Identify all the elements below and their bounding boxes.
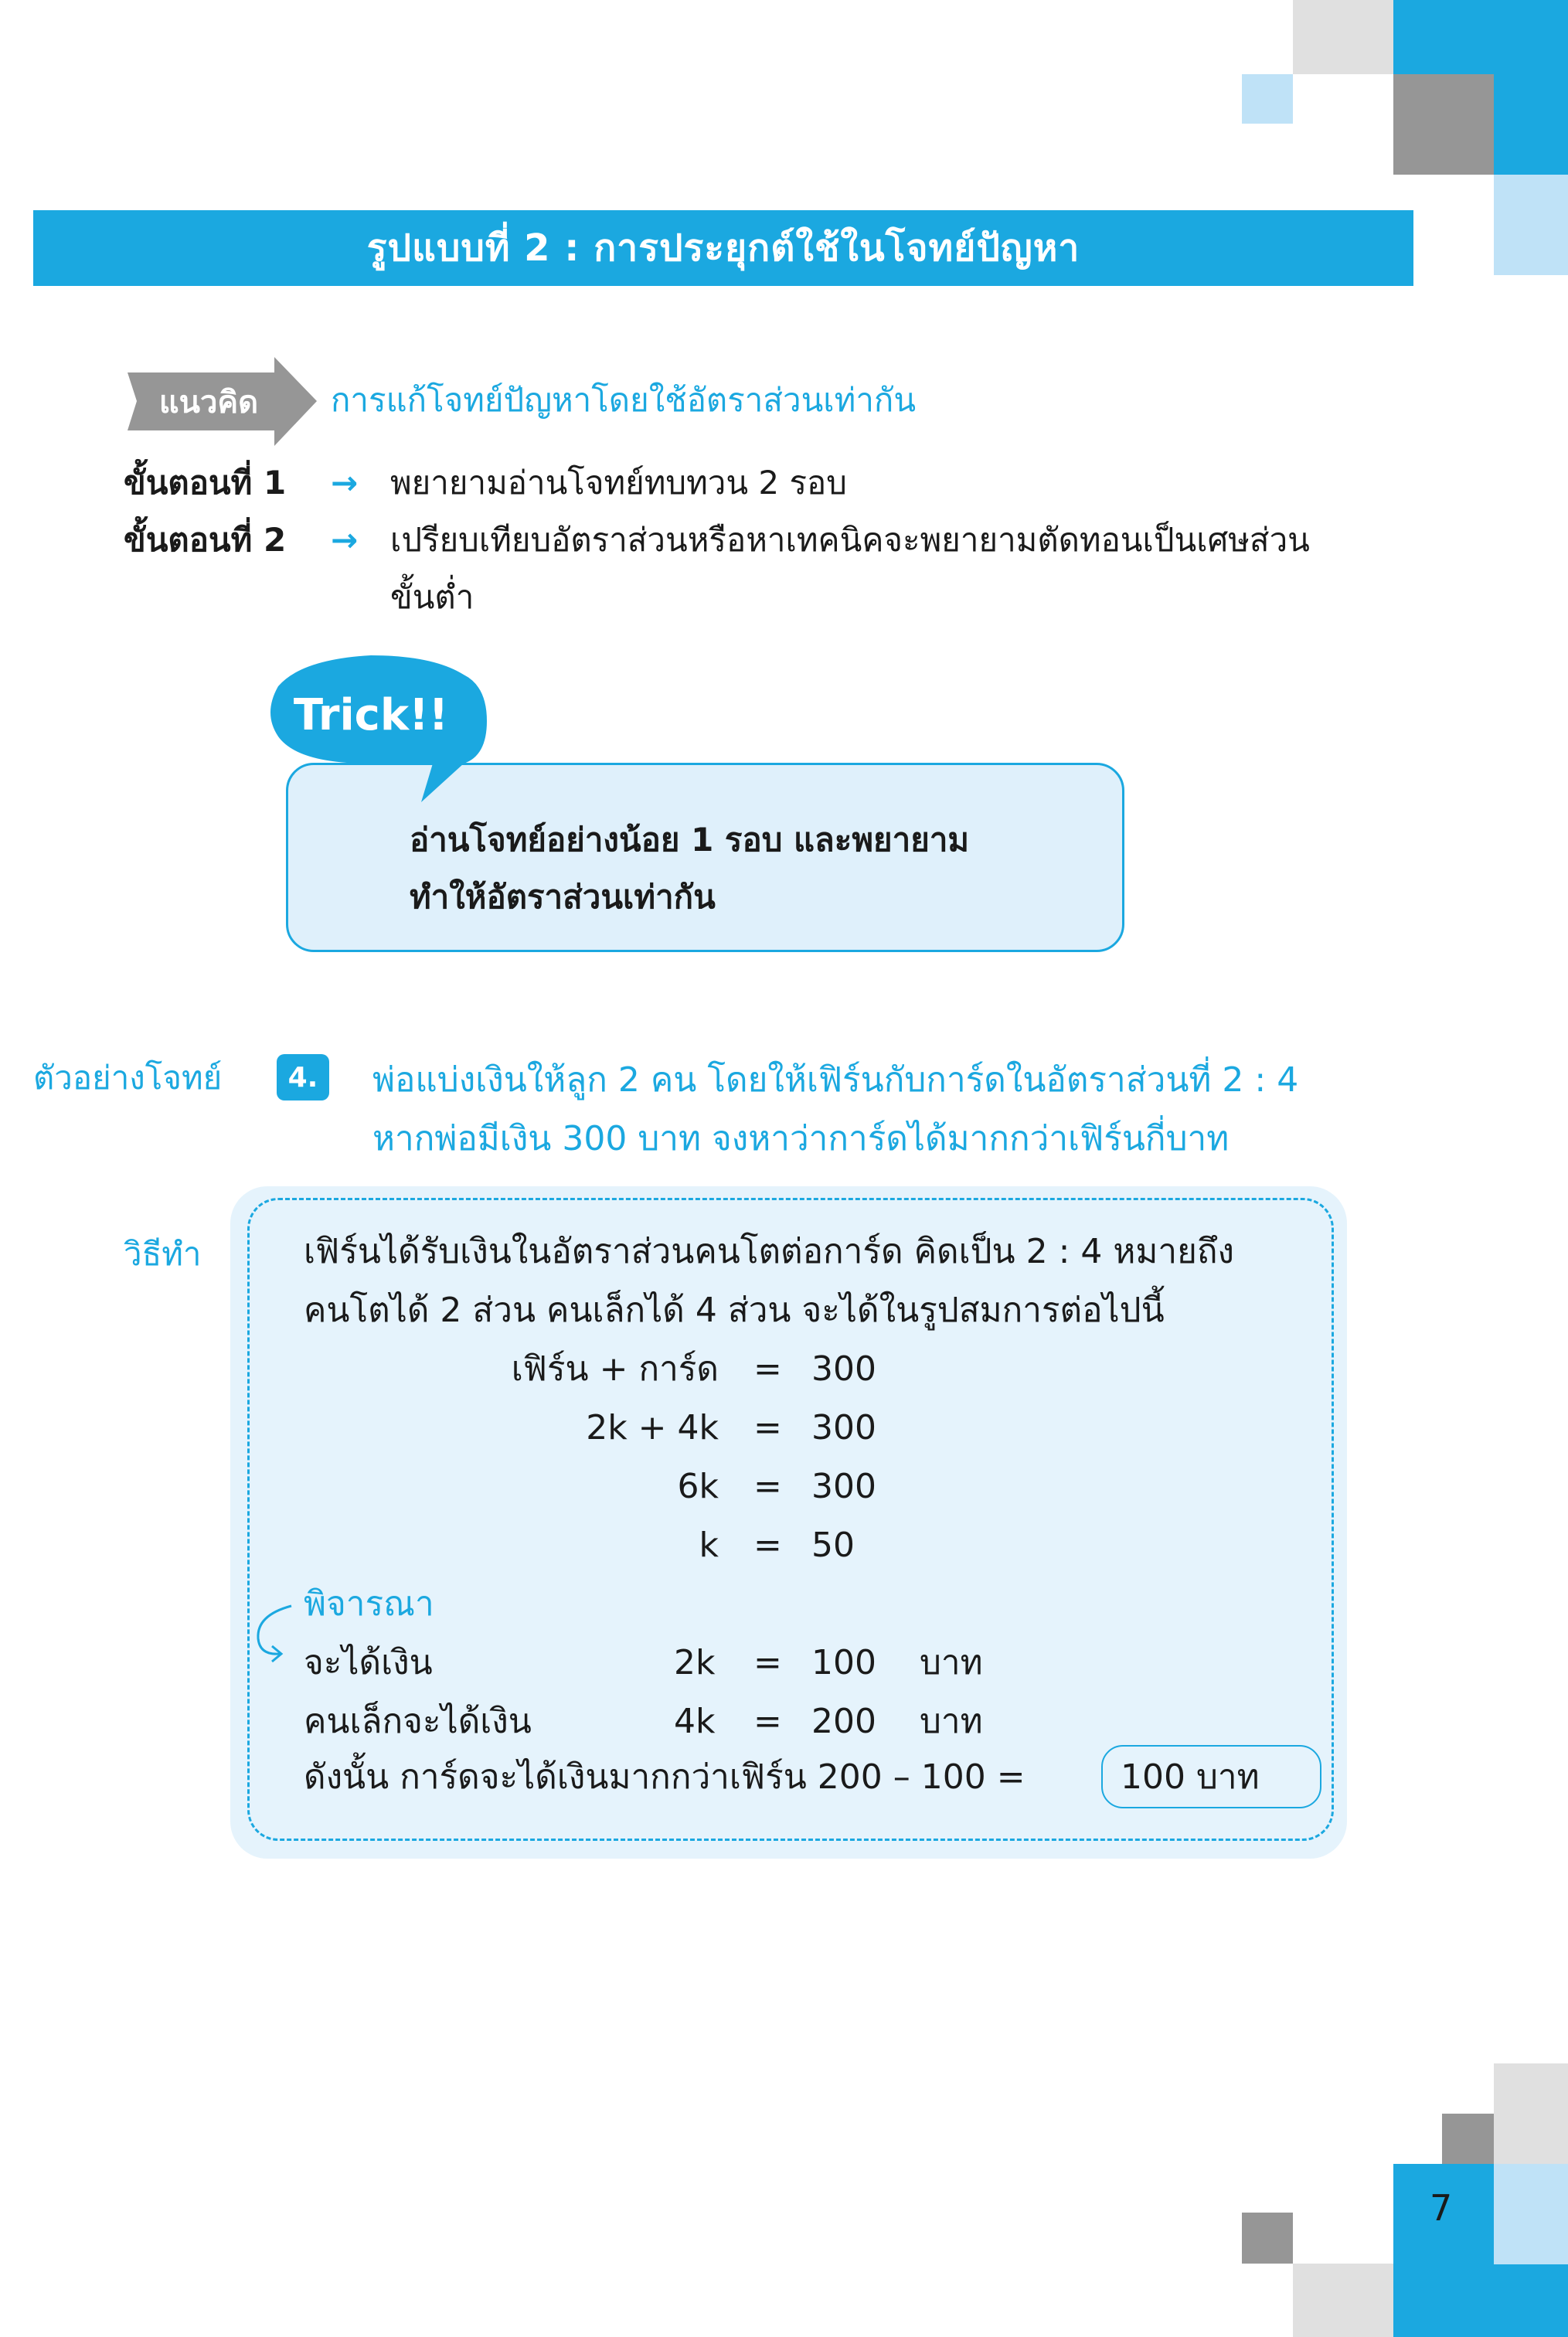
result-equals: = — [753, 1643, 782, 1682]
result-who: คนเล็กจะได้เงิน — [304, 1702, 532, 1741]
decor-square — [1293, 2264, 1393, 2337]
trick-text — [410, 811, 969, 926]
equation-lhs: 2k + 4k — [586, 1408, 719, 1447]
step-label: ขั้นตอนที่ 2 — [124, 521, 287, 559]
concept-heading: การแก้โจทย์ปัญหาโดยใช้อัตราส่วนเท่ากัน — [331, 381, 917, 419]
decor-square — [1494, 2164, 1568, 2264]
step-text: พยายามอ่านโจทย์ทบทวน 2 รอบ — [390, 464, 847, 502]
trick-line: อ่านโจทย์อย่างน้อย 1 รอบ และพยายาม — [410, 821, 970, 859]
decor-square — [1442, 2114, 1494, 2164]
result-who: จะได้เงิน — [304, 1643, 433, 1682]
result-value: 200 — [811, 1702, 876, 1741]
concept-tag — [128, 357, 317, 446]
decor-square — [1494, 2063, 1568, 2164]
trick-label: Trick!! — [293, 689, 449, 740]
step-text: เปรียบเทียบอัตราส่วนหรือหาเทคนิคจะพยายามตัดทอนเป็นเศษส่วน — [390, 521, 1310, 559]
equation-lhs: k — [699, 1526, 719, 1565]
concept-tag-label: แนวคิด — [158, 384, 259, 420]
step-text-continued: ขั้นต่ำ — [390, 578, 474, 616]
answer-value: 100 บาท — [1121, 1757, 1260, 1797]
equation-equals: = — [753, 1349, 782, 1389]
result-expr: 2k — [674, 1643, 716, 1682]
equation-rhs: 50 — [811, 1526, 855, 1565]
solution-intro: เฟิร์นได้รับเงินในอัตราส่วนคนโตต่อการ์ด คิดเป็น 2 : 4 หมายถึง — [304, 1232, 1235, 1271]
equation-lhs: 6k — [677, 1467, 719, 1506]
equation-equals: = — [753, 1467, 782, 1506]
result-equals: = — [753, 1702, 782, 1741]
equation-rhs: 300 — [811, 1467, 876, 1506]
equation-rhs: 300 — [811, 1408, 876, 1447]
example-label: ตัวอย่างโจทย์ — [33, 1059, 223, 1097]
result-unit: บาท — [920, 1643, 983, 1682]
curl-arrow-icon — [249, 1600, 303, 1669]
problem-line: พ่อแบ่งเงินให้ลูก 2 คน โดยให้เฟิร์นกับการ์ดในอัตราส่วนที่ 2 : 4 — [372, 1060, 1299, 1100]
step-label: ขั้นตอนที่ 1 — [124, 464, 287, 502]
equation-lhs: เฟิร์น + การ์ด — [511, 1349, 719, 1389]
solution-label: วิธีทำ — [124, 1235, 202, 1273]
decor-square — [1242, 2213, 1293, 2264]
result-value: 100 — [811, 1643, 876, 1682]
problem-line: หากพ่อมีเงิน 300 บาท จงหาว่าการ์ดได้มากกว่าเฟิร์นกี่บาท — [372, 1119, 1230, 1158]
equation-equals: = — [753, 1408, 782, 1447]
decor-square — [1393, 74, 1494, 175]
conclusion: ดังนั้น การ์ดจะได้เงินมากกว่าเฟิร์น 200 – 100 = — [304, 1757, 1025, 1797]
decor-square — [1242, 74, 1293, 124]
page-title: รูปแบบที่ 2 : การประยุกต์ใช้ในโจทย์ปัญหา — [33, 210, 1413, 286]
solution-intro: คนโตได้ 2 ส่วน คนเล็กได้ 4 ส่วน จะได้ในรูปสมการต่อไปนี้ — [304, 1291, 1165, 1330]
equation-equals: = — [753, 1526, 782, 1565]
decor-square — [1293, 0, 1393, 74]
right-arrow-icon: → — [331, 521, 359, 559]
consider-label: พิจารณา — [304, 1584, 434, 1624]
example-number-badge: 4. — [277, 1054, 329, 1100]
result-expr: 4k — [674, 1702, 716, 1741]
right-arrow-icon: → — [331, 464, 359, 502]
page-number: 7 — [1430, 2187, 1453, 2229]
result-unit: บาท — [920, 1702, 983, 1741]
equation-rhs: 300 — [811, 1349, 876, 1389]
trick-line: ทำให้อัตราส่วนเท่ากัน — [410, 878, 716, 916]
decor-square — [1494, 175, 1568, 275]
